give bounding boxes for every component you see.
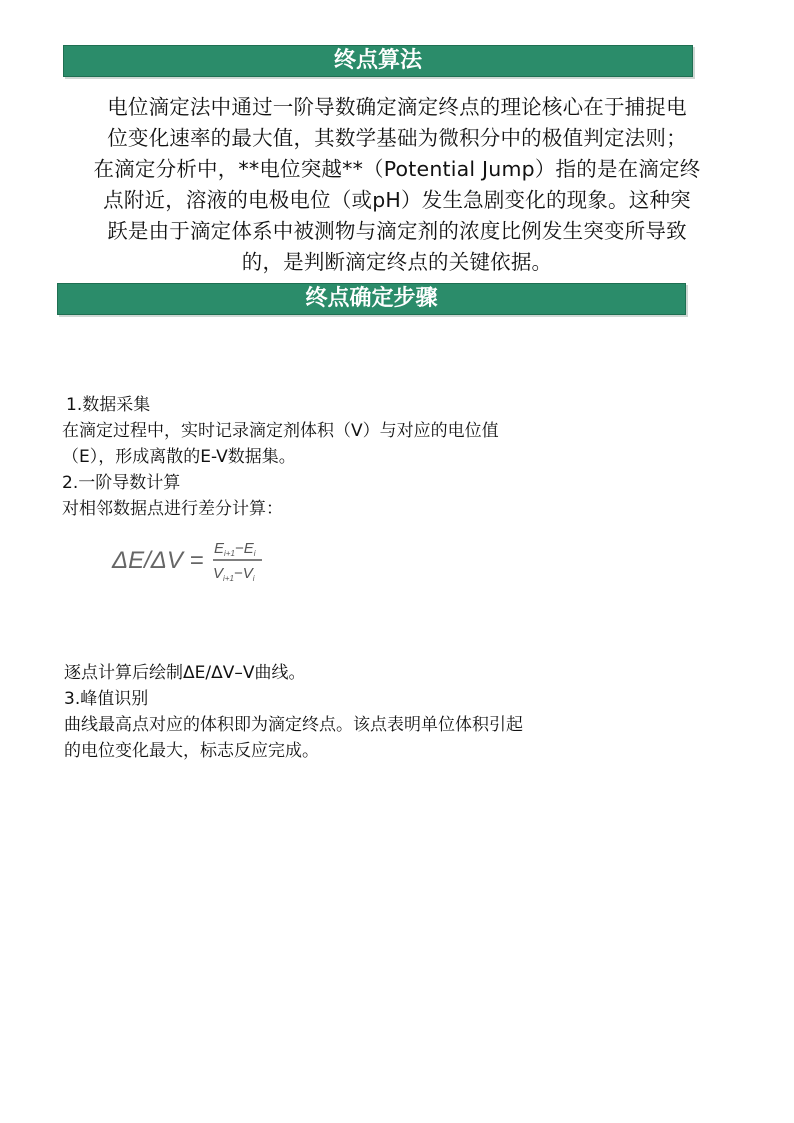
step2-heading: 2.一阶导数计算 bbox=[62, 473, 181, 493]
step1-heading: 1.数据采集 bbox=[66, 395, 151, 415]
formula-sub: i bbox=[252, 574, 255, 583]
step2-intro: 对相邻数据点进行差分计算： bbox=[62, 499, 283, 519]
section-title-endpoint-algorithm bbox=[63, 45, 693, 77]
formula-minus: − bbox=[234, 540, 244, 557]
step1-line: 在滴定过程中，实时记录滴定剂体积（V）与对应的电位值 bbox=[62, 421, 499, 441]
step1-line: （E），形成离散的E-V数据集。 bbox=[62, 447, 296, 467]
svg-text:Vi+1−Vi bbox=[213, 565, 255, 583]
intro-line: 跃是由于滴定体系中被测物与滴定剂的浓度比例发生突变所导致 bbox=[107, 219, 687, 243]
formula-v: V bbox=[213, 565, 224, 582]
formula-minus: − bbox=[233, 565, 243, 582]
intro-paragraph bbox=[40, 92, 754, 278]
intro-line: 点附近，溶液的电极电位（或pH）发生急剧变化的现象。这种突 bbox=[103, 188, 691, 212]
formula-lhs: ΔE/ΔV = bbox=[112, 547, 204, 574]
formula-sub: i bbox=[253, 549, 256, 558]
intro-line: 位变化速率的最大值，其数学基础为微积分中的极值判定法则； bbox=[107, 126, 687, 150]
section-title-text: 终点确定步骤 bbox=[305, 286, 438, 311]
section-title-text: 终点算法 bbox=[333, 48, 422, 73]
intro-line: 在滴定分析中，**电位突越**（Potential Jump）指的是在滴定终 bbox=[93, 157, 701, 181]
section-title-endpoint-steps bbox=[57, 283, 686, 315]
formula-v: V bbox=[242, 565, 253, 582]
intro-line: 的，是判断滴定终点的关键依据。 bbox=[241, 250, 553, 274]
formula-e: E bbox=[214, 540, 225, 557]
step3-heading: 3.峰值识别 bbox=[64, 689, 149, 709]
step3-line: 曲线最高点对应的体积即为滴定终点。该点表明单位体积引起 bbox=[64, 715, 523, 735]
formula-e: E bbox=[243, 540, 254, 557]
step2-after: 逐点计算后绘制ΔE/ΔV–V曲线。 bbox=[64, 663, 306, 683]
formula-sub: i+1 bbox=[224, 549, 235, 558]
formula-sub: i+1 bbox=[223, 574, 234, 583]
step3-line: 的电位变化最大，标志反应完成。 bbox=[64, 741, 319, 761]
difference-formula bbox=[110, 532, 280, 592]
svg-text:Ei+1−Ei bbox=[214, 540, 256, 558]
intro-line: 电位滴定法中通过一阶导数确定滴定终点的理论核心在于捕捉电 bbox=[107, 95, 687, 119]
steps-list bbox=[62, 392, 702, 522]
steps-list-continued bbox=[64, 660, 704, 764]
